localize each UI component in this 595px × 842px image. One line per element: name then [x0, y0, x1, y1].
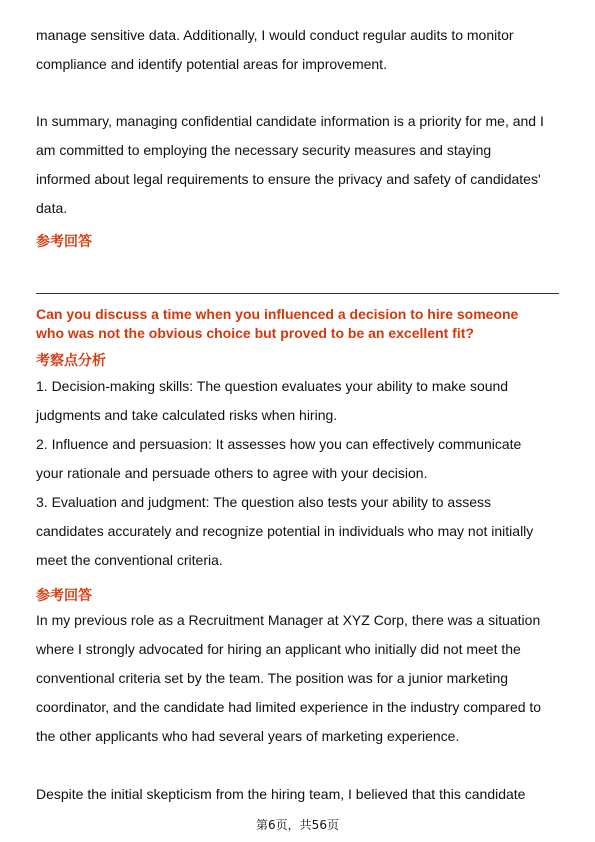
- text-line: compliance and identify potential areas for improvement.: [36, 56, 387, 72]
- text-line: coordinator, and the candidate had limited experience in the industry compared to: [36, 699, 542, 715]
- intro-paragraph: [36, 21, 559, 79]
- analysis-item: [36, 372, 559, 430]
- text-line: am committed to employing the necessary security measures and staying: [36, 142, 492, 158]
- text-line: In summary, managing confidential candidate information is a priority for me, and I: [36, 113, 544, 129]
- summary-paragraph: [36, 107, 559, 223]
- answer-paragraph: [36, 606, 559, 751]
- question-line: Can you discuss a time when you influenced a decision to hire someone: [36, 306, 519, 322]
- text-line: 3. Evaluation and judgment: The question also tests your ability to assess: [36, 494, 492, 510]
- reference-answer-label: 参考回答: [36, 588, 92, 604]
- closing-paragraph: [36, 780, 559, 809]
- text-line: candidates accurately and recognize potential in individuals who may not initially: [36, 523, 534, 539]
- analysis-list: [36, 372, 559, 575]
- question-line: who was not the obvious choice but proved to be an excellent fit?: [36, 325, 474, 341]
- page-number-footer: 第6页，共56页: [256, 818, 339, 832]
- text-line: the other applicants who had several years of marketing experience.: [36, 728, 460, 744]
- text-line: data.: [36, 200, 68, 216]
- analysis-item: [36, 430, 559, 488]
- text-line: judgments and take calculated risks when hiring.: [36, 407, 338, 423]
- question-heading: [36, 305, 559, 343]
- text-line: conventional criteria set by the team. The position was for a junior marketing: [36, 670, 509, 686]
- text-line: informed about legal requirements to ensure the privacy and safety of candidates': [36, 171, 541, 187]
- text-line: meet the conventional criteria.: [36, 552, 223, 568]
- reference-answer-label: 参考回答: [36, 234, 92, 250]
- text-line: Despite the initial skepticism from the hiring team, I believed that this candidate: [36, 786, 526, 802]
- text-line: where I strongly advocated for hiring an applicant who initially did not meet the: [36, 641, 521, 657]
- text-line: 2. Influence and persuasion: It assesses how you can effectively communicate: [36, 436, 522, 452]
- text-line: manage sensitive data. Additionally, I would conduct regular audits to monitor: [36, 27, 514, 43]
- text-line: In my previous role as a Recruitment Manager at XYZ Corp, there was a situation: [36, 612, 541, 628]
- text-line: 1. Decision-making skills: The question evaluates your ability to make sound: [36, 378, 509, 394]
- text-line: your rationale and persuade others to agree with your decision.: [36, 465, 428, 481]
- section-divider: [36, 293, 559, 294]
- analysis-label: 考察点分析: [36, 353, 106, 369]
- analysis-item: [36, 488, 559, 575]
